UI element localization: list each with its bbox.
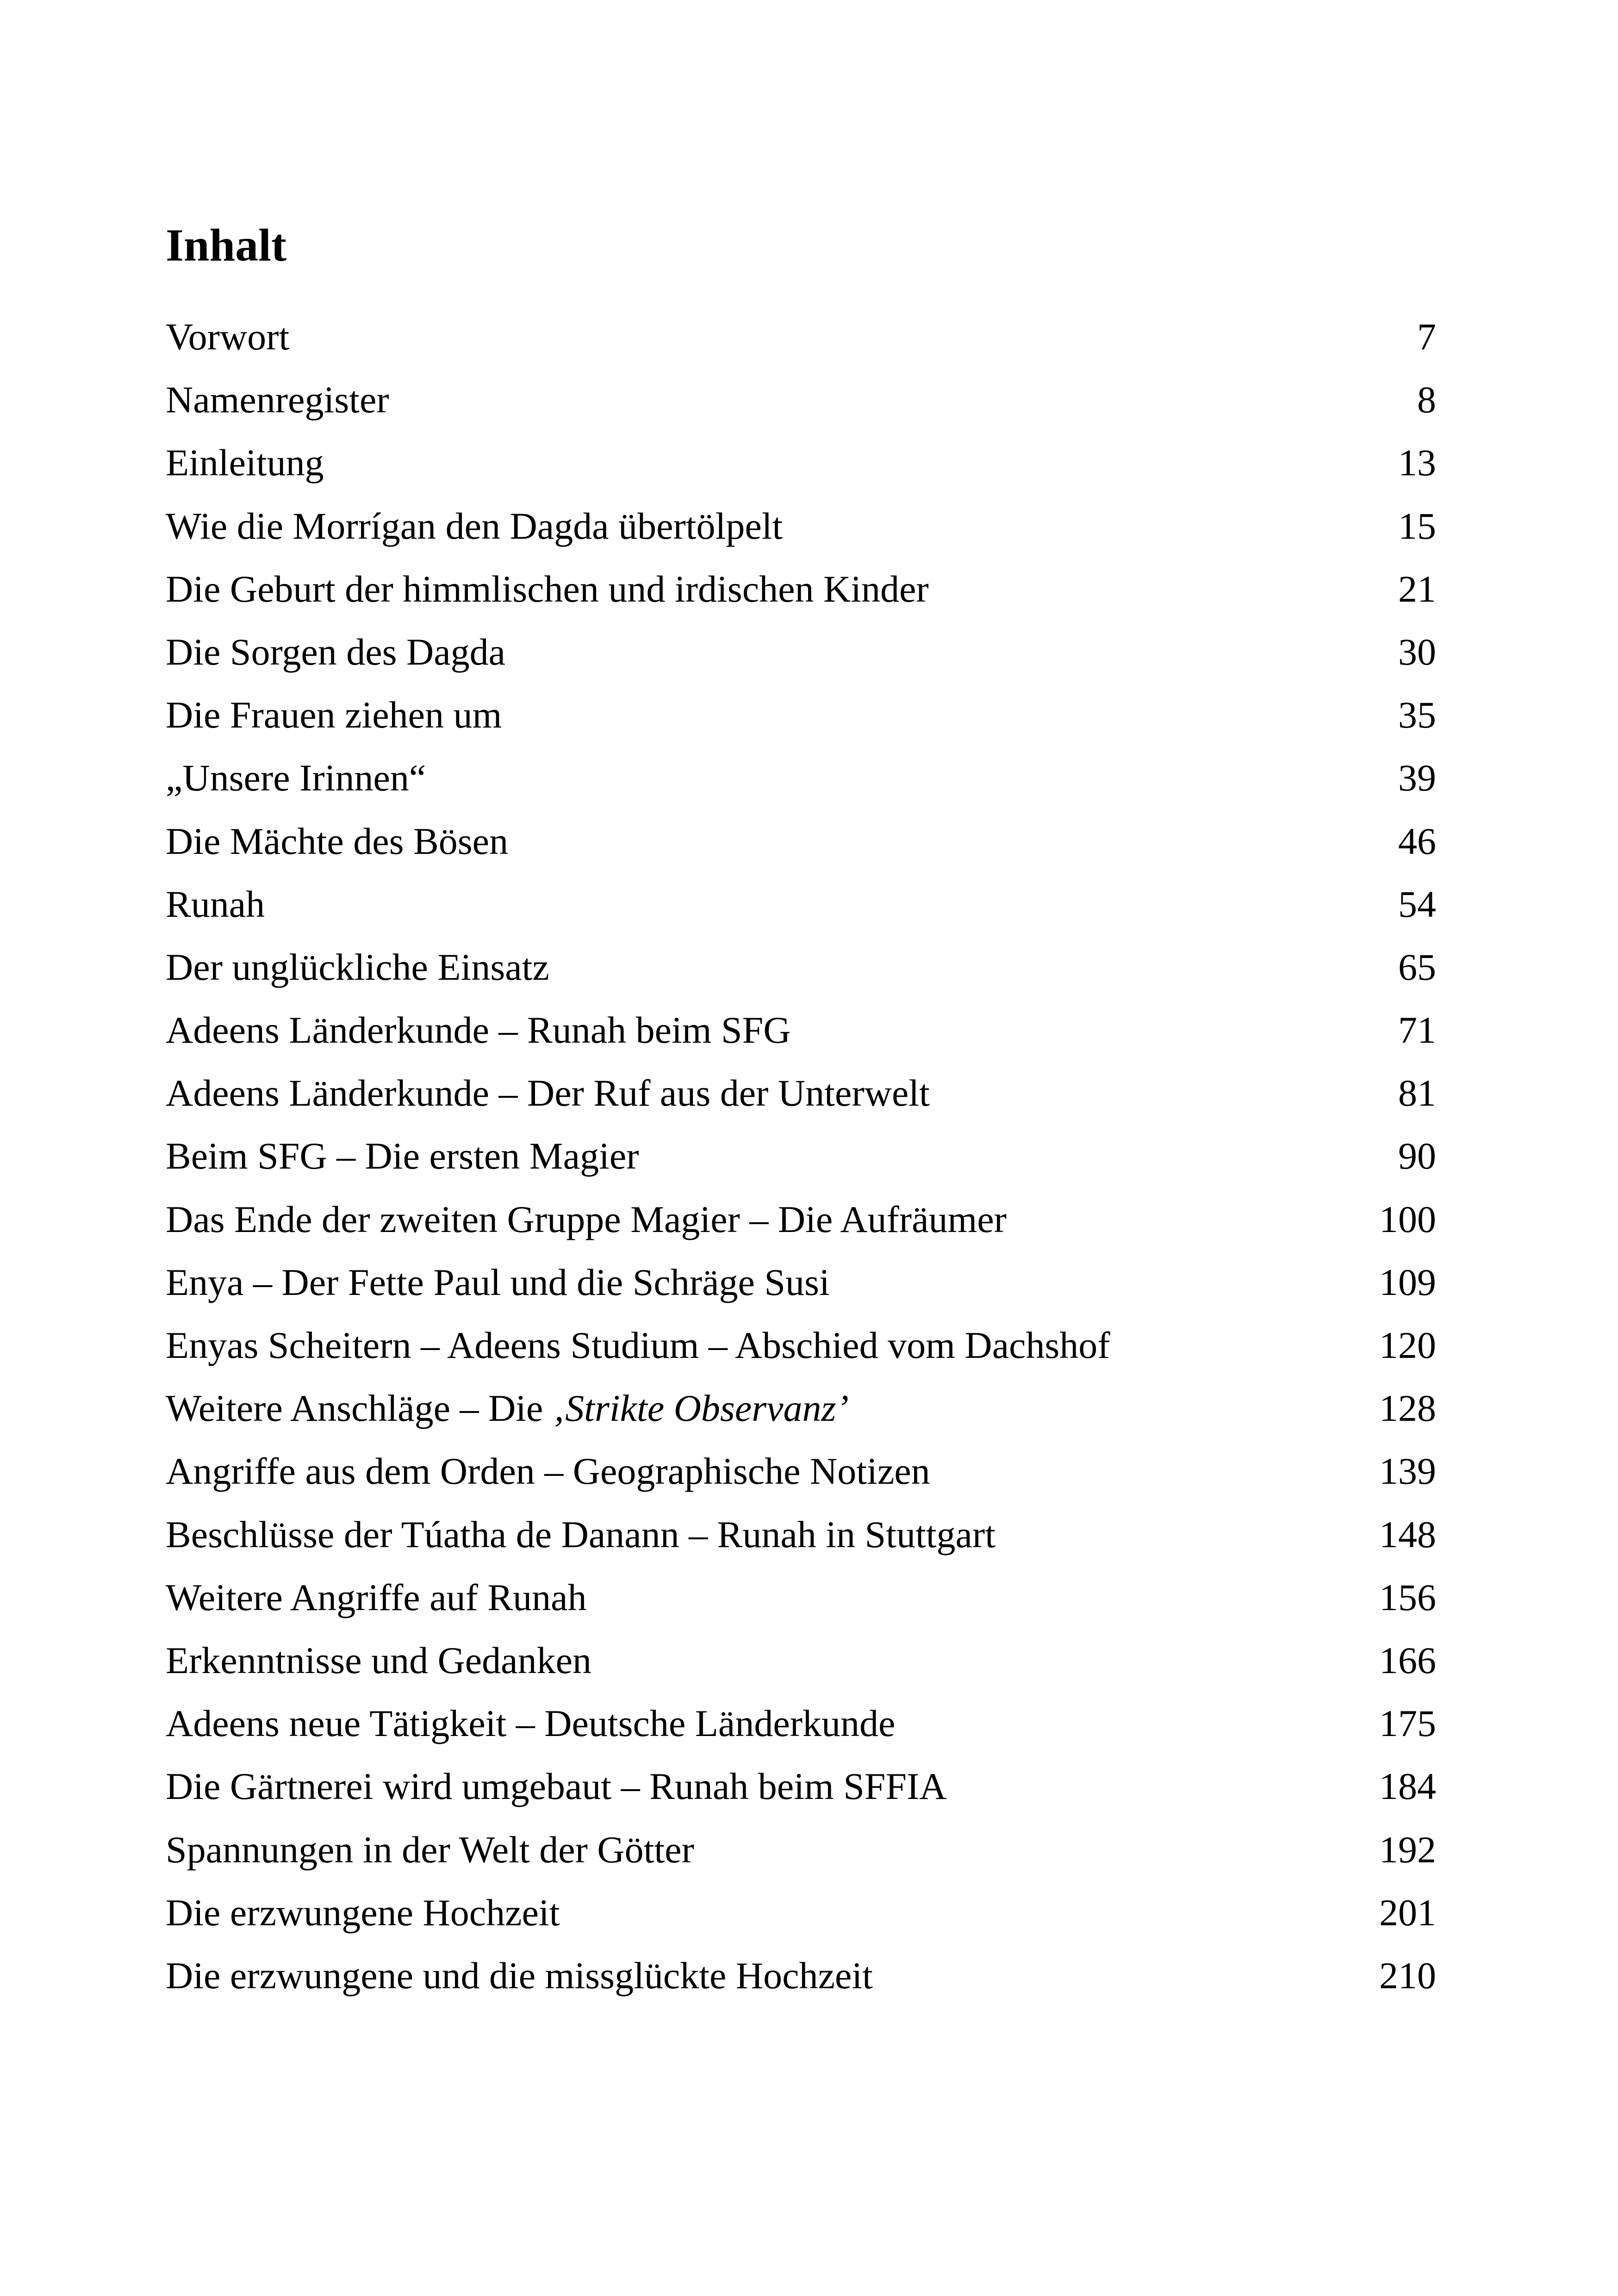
toc-entry-title-text: Erkenntnisse und Gedanken bbox=[166, 1639, 591, 1681]
toc-entry-title-text: Adeens Länderkunde – Der Ruf aus der Unterwelt bbox=[166, 1072, 930, 1114]
toc-entry-title bbox=[166, 368, 389, 431]
toc-entry-title-text: Weitere Anschläge – Die bbox=[166, 1387, 553, 1430]
toc-entry-title bbox=[166, 684, 502, 747]
toc-entry-title bbox=[166, 1566, 587, 1629]
toc-entry-title bbox=[166, 1125, 639, 1188]
toc-entry-title bbox=[166, 558, 929, 621]
toc-entry bbox=[166, 1314, 1436, 1377]
toc-entry bbox=[166, 558, 1436, 621]
toc-entry-page-number: 21 bbox=[1398, 567, 1436, 610]
toc-entry bbox=[166, 1188, 1436, 1251]
toc-entry bbox=[166, 621, 1436, 684]
toc-entry bbox=[166, 1692, 1436, 1755]
toc-entry-title bbox=[166, 1377, 849, 1440]
toc-entry-title bbox=[166, 936, 549, 999]
toc-entry-page-number: 201 bbox=[1379, 1891, 1436, 1934]
toc-entry-title-text: Angriffe aus dem Orden – Geographische Notizen bbox=[166, 1450, 930, 1493]
toc-entry-title bbox=[166, 305, 289, 368]
toc-entry bbox=[166, 495, 1436, 558]
toc-entry-page-number: 166 bbox=[1379, 1639, 1436, 1681]
toc-entry-title-text: Der unglückliche Einsatz bbox=[166, 946, 549, 988]
toc-entry bbox=[166, 999, 1436, 1062]
toc-entry-title-italic: ‚Strikte Observanz’ bbox=[552, 1387, 849, 1430]
toc-entry-page-number: 120 bbox=[1379, 1324, 1436, 1366]
toc-entry bbox=[166, 810, 1436, 873]
toc-entry-title bbox=[166, 1314, 1110, 1377]
toc-entry-title bbox=[166, 1944, 873, 2007]
toc-entry-title-text: Die erzwungene und die missglückte Hochzeit bbox=[166, 1954, 873, 1997]
toc-entry-page-number: 15 bbox=[1398, 504, 1436, 547]
toc-entry-page-number: 210 bbox=[1379, 1954, 1436, 1997]
toc-entry bbox=[166, 1881, 1436, 1944]
toc-entry-title-text: Die Geburt der himmlischen und irdischen Kinder bbox=[166, 567, 929, 610]
toc-entry-title-text: Spannungen in der Welt der Götter bbox=[166, 1828, 694, 1871]
toc-entry-page-number: 175 bbox=[1379, 1702, 1436, 1745]
toc-entry bbox=[166, 431, 1436, 494]
toc-entry-page-number: 30 bbox=[1398, 630, 1436, 673]
toc-entry-page-number: 35 bbox=[1398, 694, 1436, 736]
toc-entry bbox=[166, 1440, 1436, 1503]
toc-entry bbox=[166, 936, 1436, 999]
toc-entry-title bbox=[166, 495, 783, 558]
toc-entry-page-number: 39 bbox=[1398, 757, 1436, 799]
toc-entry-page-number: 8 bbox=[1417, 379, 1436, 421]
toc-entry bbox=[166, 1566, 1436, 1629]
toc-entry bbox=[166, 1629, 1436, 1692]
toc-entry-title-text: Adeens Länderkunde – Runah beim SFG bbox=[166, 1009, 791, 1052]
toc-entry bbox=[166, 1503, 1436, 1566]
toc-entry-title-text: Weitere Angriffe auf Runah bbox=[166, 1576, 587, 1618]
toc-entry-page-number: 184 bbox=[1379, 1765, 1436, 1808]
toc-entry-title-text: Beschlüsse der Túatha de Danann – Runah in Stuttgart bbox=[166, 1513, 996, 1556]
toc-entry-title bbox=[166, 1188, 1007, 1251]
toc-entry-title-text: Wie die Morrígan den Dagda übertölpelt bbox=[166, 504, 783, 547]
toc-entry-title bbox=[166, 1503, 996, 1566]
toc-entry-title-text: Die Mächte des Bösen bbox=[166, 820, 509, 862]
toc-entry bbox=[166, 1818, 1436, 1881]
toc-entry-page-number: 139 bbox=[1379, 1450, 1436, 1493]
toc-entry-title-text: Adeens neue Tätigkeit – Deutsche Länderkunde bbox=[166, 1702, 896, 1745]
toc-entry-title-text: Namenregister bbox=[166, 379, 389, 421]
toc-entry-page-number: 156 bbox=[1379, 1576, 1436, 1618]
toc-entry-title bbox=[166, 1251, 830, 1314]
table-of-contents bbox=[166, 305, 1436, 2007]
toc-entry bbox=[166, 1944, 1436, 2007]
toc-entry-page-number: 100 bbox=[1379, 1198, 1436, 1240]
toc-entry bbox=[166, 1251, 1436, 1314]
toc-entry-title bbox=[166, 1629, 591, 1692]
toc-entry-title-text: Enya – Der Fette Paul und die Schräge Susi bbox=[166, 1261, 830, 1303]
toc-entry-page-number: 46 bbox=[1398, 820, 1436, 862]
toc-entry-title-text: Die Sorgen des Dagda bbox=[166, 630, 506, 673]
toc-entry-title-text: Die Gärtnerei wird umgebaut – Runah beim SFFIA bbox=[166, 1765, 947, 1808]
toc-entry-title-text: Die Frauen ziehen um bbox=[166, 694, 502, 736]
toc-entry bbox=[166, 1377, 1436, 1440]
toc-entry-title-text: Das Ende der zweiten Gruppe Magier – Die Aufräumer bbox=[166, 1198, 1007, 1240]
toc-entry-page-number: 71 bbox=[1398, 1009, 1436, 1052]
toc-entry-page-number: 109 bbox=[1379, 1261, 1436, 1303]
toc-entry-page-number: 13 bbox=[1398, 442, 1436, 484]
toc-entry-title-text: Vorwort bbox=[166, 316, 290, 358]
toc-entry bbox=[166, 305, 1436, 368]
toc-entry-page-number: 7 bbox=[1417, 316, 1436, 358]
toc-entry-title bbox=[166, 1755, 947, 1818]
toc-entry bbox=[166, 1125, 1436, 1188]
toc-entry-page-number: 90 bbox=[1398, 1135, 1436, 1177]
toc-entry-title-text: „Unsere Irinnen“ bbox=[166, 757, 426, 799]
toc-entry-page-number: 81 bbox=[1398, 1072, 1436, 1114]
toc-entry-page-number: 128 bbox=[1379, 1387, 1436, 1430]
toc-entry bbox=[166, 1755, 1436, 1818]
toc-entry-page-number: 192 bbox=[1379, 1828, 1436, 1871]
toc-entry bbox=[166, 368, 1436, 431]
toc-entry-title-text: Runah bbox=[166, 883, 265, 925]
toc-entry bbox=[166, 684, 1436, 747]
toc-entry-title-text: Enyas Scheitern – Adeens Studium – Abschied vom Dachshof bbox=[166, 1324, 1110, 1366]
toc-entry-title bbox=[166, 1062, 930, 1125]
toc-entry-title-text: Die erzwungene Hochzeit bbox=[166, 1891, 560, 1934]
toc-entry-title bbox=[166, 999, 790, 1062]
toc-entry-title-text: Einleitung bbox=[166, 442, 324, 484]
toc-entry-title bbox=[166, 873, 265, 936]
toc-entry bbox=[166, 873, 1436, 936]
toc-entry bbox=[166, 1062, 1436, 1125]
toc-entry-page-number: 65 bbox=[1398, 946, 1436, 988]
toc-entry bbox=[166, 747, 1436, 809]
toc-entry-title bbox=[166, 621, 505, 684]
toc-heading: Inhalt bbox=[166, 219, 287, 271]
toc-entry-page-number: 148 bbox=[1379, 1513, 1436, 1556]
toc-entry-title bbox=[166, 1692, 895, 1755]
toc-entry-title bbox=[166, 1818, 694, 1881]
toc-entry-title bbox=[166, 431, 324, 494]
toc-entry-page-number: 54 bbox=[1398, 883, 1436, 925]
toc-entry-title bbox=[166, 1440, 930, 1503]
toc-entry-title bbox=[166, 1881, 560, 1944]
toc-entry-title bbox=[166, 810, 508, 873]
toc-entry-title-text: Beim SFG – Die ersten Magier bbox=[166, 1135, 639, 1177]
toc-entry-title bbox=[166, 747, 426, 809]
